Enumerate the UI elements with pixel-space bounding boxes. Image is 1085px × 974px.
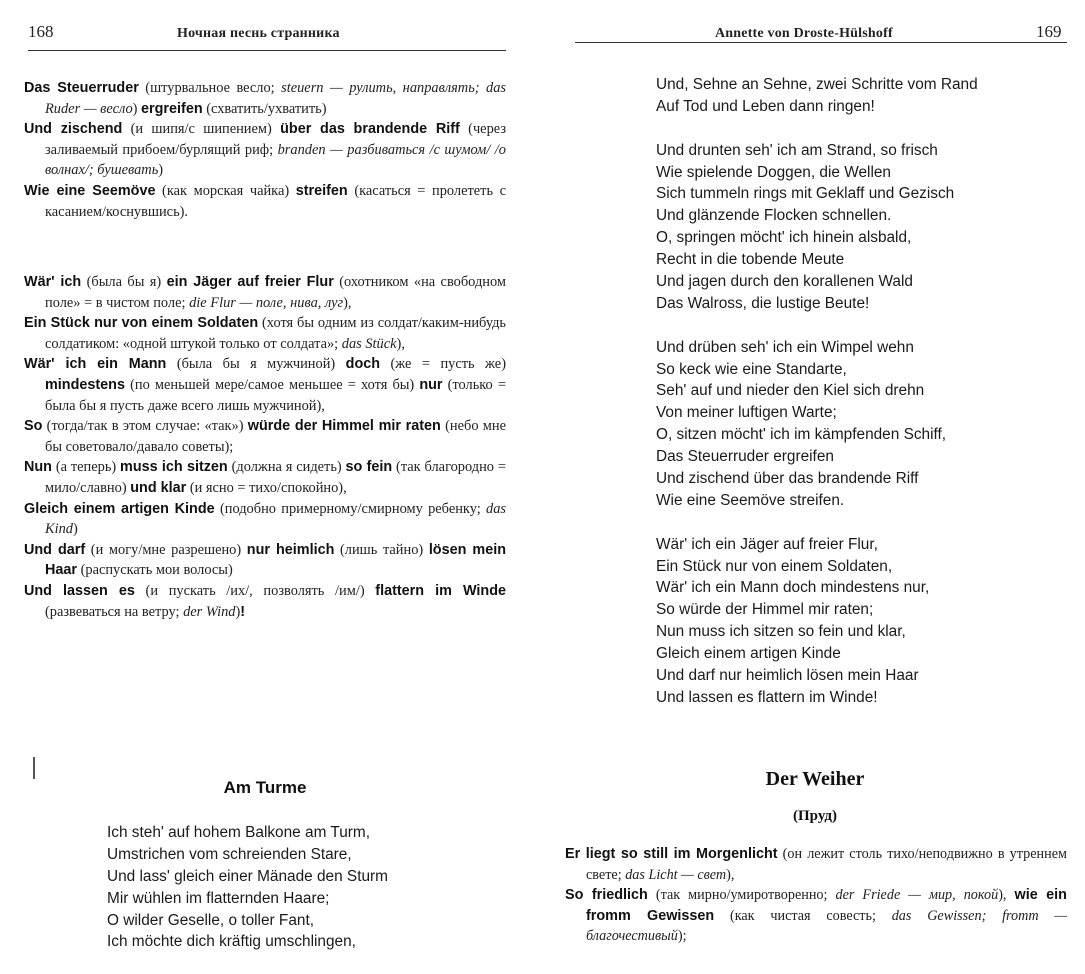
gloss-term: würde der Himmel mir raten xyxy=(247,418,441,435)
verse-line: Wär' ich ein Jäger auf freier Flur, xyxy=(656,535,878,553)
gloss-term: ! xyxy=(240,603,246,620)
gloss-term: nur xyxy=(419,376,443,393)
gloss-translation: (хотя бы одним из солдат/каким-нибудь солдатиком: «одной штукой только от солдата»; xyxy=(45,315,506,352)
running-header-left: Ночная песнь странника xyxy=(177,26,340,41)
verse-line: Wär' ich ein Mann doch mindestens nur, xyxy=(656,579,930,597)
verse-line: Und lassen es flattern im Winde! xyxy=(656,688,878,706)
gloss-translation: (же = пусть же) xyxy=(380,356,506,373)
poem-verse-left xyxy=(107,822,388,953)
page-number-right: 169 xyxy=(1036,22,1062,41)
left-page xyxy=(0,0,540,974)
gloss-translation: ); xyxy=(677,928,687,945)
gloss-term: streifen xyxy=(295,182,348,199)
verse-line: Seh' auf und nieder den Kiel sich drehn xyxy=(656,382,925,400)
gloss-etymology: das Stück xyxy=(341,335,397,352)
gloss-term: Gleich einem artigen Kinde xyxy=(24,500,215,517)
verse-line: O, sitzen möcht' ich im kämpfenden Schiff, xyxy=(656,426,947,444)
verse-line: Und glänzende Flocken schnellen. xyxy=(656,207,892,225)
gloss-entry xyxy=(24,581,506,622)
verse-line: Umstrichen vom schreienden Stare, xyxy=(107,845,352,863)
verse-line: Und drunten seh' ich am Strand, so frisch xyxy=(656,141,938,159)
gloss-translation: (лишь тайно) xyxy=(334,541,429,558)
verse-line: Mir wühlen im flatternden Haare; xyxy=(107,889,330,907)
gloss-translation: (а теперь) xyxy=(51,459,121,476)
gloss-entry xyxy=(565,844,1067,885)
gloss-term: doch xyxy=(345,356,381,373)
gloss-term: Und lassen es xyxy=(24,582,135,599)
gloss-entry xyxy=(24,181,506,222)
verse-line: Ein Stück nur von einem Soldaten, xyxy=(656,557,893,575)
gloss-block-right xyxy=(565,844,1067,947)
gloss-etymology: branden — разбиваться /с шумом/ /о волнах/; бушевать xyxy=(45,141,506,179)
gloss-term: Wie eine Seemöve xyxy=(24,182,156,199)
verse-line: O wilder Geselle, o toller Fant, xyxy=(107,911,314,929)
gloss-translation: (по меньшей мере/самое меньшее = хотя бы) xyxy=(124,376,420,393)
gloss-translation: (как чистая совесть; xyxy=(714,907,892,924)
gloss-translation: (была бы я) xyxy=(81,274,167,290)
gloss-translation: ), xyxy=(726,866,735,883)
gloss-term: Wär' ich ein Mann xyxy=(24,356,167,373)
verse-line: Ich steh' auf hohem Balkone am Turm, xyxy=(107,824,371,841)
gloss-term: So xyxy=(24,418,43,435)
gloss-term: Er liegt so still im Morgenlicht xyxy=(565,846,778,862)
verse-line: Nun muss ich sitzen so fein und klar, xyxy=(656,623,906,641)
gloss-translation: (он лежит столь тихо/неподвижно в утреннем свете; xyxy=(586,846,1067,883)
gloss-translation: ), xyxy=(396,335,405,352)
gloss-term: und klar xyxy=(130,479,187,496)
header-rule-right xyxy=(575,42,1067,43)
gloss-term: Ein Stück nur von einem Soldaten xyxy=(24,315,259,332)
verse-line: O, springen möcht' ich hinein alsbald, xyxy=(656,229,912,247)
gloss-entry xyxy=(24,540,506,581)
gloss-translation: ) xyxy=(158,162,164,179)
gloss-translation: (развеваться на ветру; xyxy=(45,603,184,620)
verse-line: Ich möchte dich kräftig umschlingen, xyxy=(107,933,356,951)
gloss-entry xyxy=(24,499,506,540)
gloss-entry xyxy=(24,313,506,354)
gloss-etymology: das Kind xyxy=(45,500,506,538)
gloss-translation: (через заливаемый прибоем/бурлящий риф; xyxy=(45,121,507,158)
gloss-block-left-1 xyxy=(24,78,506,222)
gloss-term: Nun xyxy=(24,459,52,476)
gloss-translation: (схватить/ухватить) xyxy=(202,100,327,117)
verse-line: Und zischend über das brandende Riff xyxy=(656,470,919,488)
gloss-term: nur heimlich xyxy=(246,541,335,558)
page-number-left: 168 xyxy=(28,22,54,41)
right-page xyxy=(545,0,1085,974)
verse-line: Und jagen durch den korallenen Wald xyxy=(656,273,913,291)
gloss-entry xyxy=(24,119,506,181)
gloss-translation: (касаться = пролететь с касанием/коснувшись). xyxy=(45,182,506,220)
verse-line: So keck wie eine Standarte, xyxy=(656,360,847,378)
gloss-term: Und zischend xyxy=(24,121,123,138)
gloss-term: ein Jäger auf freier Flur xyxy=(166,274,334,290)
verse-line: Sich tummeln rings mit Geklaff und Gezisch xyxy=(656,185,955,203)
gloss-term: So friedlich xyxy=(565,887,648,904)
gloss-etymology: steuern — рулить, направлять; das Ruder — весло xyxy=(45,80,506,117)
verse-line: Von meiner luftigen Warte; xyxy=(656,404,837,422)
stanza-gap xyxy=(656,512,978,534)
gloss-translation: (и пускать /их/, позволять /им/) xyxy=(134,582,376,599)
gloss-term: Und darf xyxy=(24,541,86,558)
gloss-translation: ), xyxy=(343,294,352,311)
gloss-translation: (небо мне бы советовало/давало советы); xyxy=(45,418,506,455)
gloss-term: so fein xyxy=(345,459,393,476)
verse-line: Wie spielende Doggen, die Wellen xyxy=(656,163,891,181)
header-rule-left xyxy=(28,50,506,51)
gloss-translation: (и ясно = тихо/спокойно), xyxy=(186,479,347,496)
gloss-term: über das brandende Riff xyxy=(280,121,460,138)
gloss-translation: (так мирно/умиротворенно; xyxy=(647,887,836,904)
gloss-term: Das Steuerruder xyxy=(24,80,139,96)
gloss-etymology: das Gewissen; fromm — благочестивый xyxy=(586,907,1067,945)
gloss-term: muss ich sitzen xyxy=(120,459,228,476)
gloss-entry xyxy=(24,457,506,498)
gloss-term: ergreifen xyxy=(141,100,203,117)
gloss-translation: (штурвальное весло; xyxy=(138,80,282,96)
gloss-translation: (подобно примерному/смирному ребенку; xyxy=(214,500,486,517)
gloss-entry xyxy=(24,272,506,313)
verse-line: Das Walross, die lustige Beute! xyxy=(656,294,870,312)
gloss-term: lösen mein Haar xyxy=(45,541,507,579)
verse-line: Und, Sehne an Sehne, zwei Schritte vom Rand xyxy=(656,76,978,93)
poem-title-der-weiher: Der Weiher xyxy=(765,768,865,790)
verse-line: Gleich einem artigen Kinde xyxy=(656,645,841,663)
running-header-right: Annette von Droste-Hülshoff xyxy=(715,26,893,41)
poem-verse-right xyxy=(656,74,978,709)
gloss-translation: (должна я сидеть) xyxy=(227,459,346,476)
verse-line: So würde der Himmel mir raten; xyxy=(656,601,874,619)
gloss-entry xyxy=(565,885,1067,947)
gloss-translation: ) xyxy=(132,100,142,117)
gloss-etymology: das Licht — свет xyxy=(625,866,727,883)
verse-line: Und lass' gleich einer Mänade den Sturm xyxy=(107,867,388,885)
verse-line: Recht in die tobende Meute xyxy=(656,251,845,269)
gloss-block-left-2 xyxy=(24,272,506,622)
margin-mark xyxy=(33,757,35,779)
gloss-term: Wär' ich xyxy=(24,274,82,290)
gloss-translation: (была бы я мужчиной) xyxy=(166,356,346,373)
verse-line: Auf Tod und Leben dann ringen! xyxy=(656,97,875,115)
gloss-translation: ) xyxy=(73,521,78,538)
gloss-translation: (распускать мои волосы) xyxy=(77,562,233,579)
gloss-translation: (и могу/мне разрешено) xyxy=(85,541,247,558)
gloss-entry xyxy=(24,78,506,119)
verse-line: Und darf nur heimlich lösen mein Haar xyxy=(656,667,919,685)
gloss-translation: (тогда/так в этом случае: «так») xyxy=(42,418,248,435)
gloss-term: flattern im Winde xyxy=(375,582,506,599)
poem-title-am-turme: Am Turme xyxy=(223,778,307,797)
stanza-gap xyxy=(656,118,978,140)
gloss-translation: ), xyxy=(998,887,1015,904)
gloss-entry xyxy=(24,416,506,457)
verse-line: Und drüben seh' ich ein Wimpel wehn xyxy=(656,338,914,356)
gloss-translation: (только = была бы я пусть даже всего лишь мужчиной), xyxy=(45,376,506,414)
gloss-term: mindestens xyxy=(45,376,125,393)
gloss-etymology: die Flur — поле, нива, луг xyxy=(189,294,344,311)
gloss-translation: (так благородно = мило/славно) xyxy=(45,459,506,496)
gloss-term: wie ein fromm Gewissen xyxy=(586,887,1067,924)
gloss-etymology: der Wind xyxy=(183,603,236,620)
gloss-entry xyxy=(24,354,506,416)
gloss-etymology: der Friede — мир, покой xyxy=(835,887,999,904)
gloss-translation: (охотником «на свободном поле» = в чистом поле; xyxy=(45,274,506,311)
poem-subtitle-prud: (Пруд) xyxy=(793,808,837,824)
gloss-translation: (и шипя/с шипением) xyxy=(122,121,281,138)
verse-line: Das Steuerruder ergreifen xyxy=(656,448,834,466)
verse-line: Wie eine Seemöve streifen. xyxy=(656,491,845,509)
gloss-translation: (как морская чайка) xyxy=(155,182,296,199)
stanza-gap xyxy=(656,315,978,337)
gloss-translation: ) xyxy=(235,603,241,620)
